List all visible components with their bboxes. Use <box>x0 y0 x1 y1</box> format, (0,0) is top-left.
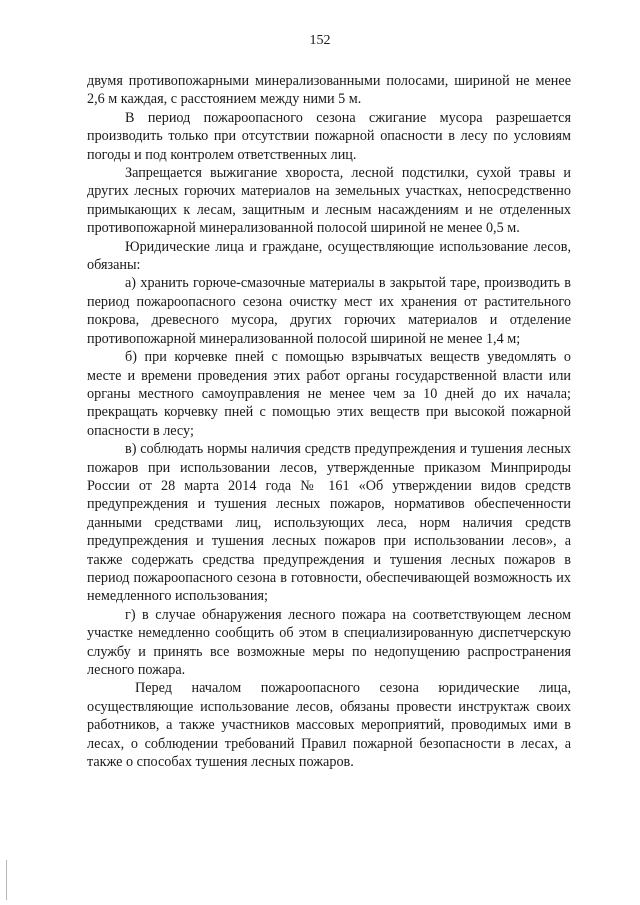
paragraph-continuation: двумя противопожарными минерализованными полосами, шириной не менее 2,6 м каждая, с расстоянием между ними 5 м. <box>87 73 571 108</box>
paragraph-obligations-intro: Юридические лица и граждане, осуществляющие использование лесов, обязаны: <box>87 238 571 274</box>
paragraph-instruction: Перед началом пожароопасного сезона юридические лица, осуществляющие использование лесов, обязаны провести инструктаж своих работников, а также участников массовых мероприятий, проводимых ими в лесах, о соблюдении требований Правил пожарной безопасности в лесах, а также о способах тушения лесных пожаров. <box>87 680 571 771</box>
paragraph-garbage-burning: В период пожароопасного сезона сжигание мусора разрешается производить только при отсутствии пожарной опасности в лесу по условиям погоды и под контролем ответственных лиц. <box>87 109 571 163</box>
scan-edge-mark <box>6 860 7 900</box>
document-body <box>87 72 571 771</box>
paragraph-item-v: в) соблюдать нормы наличия средств предупреждения и тушения лесных пожаров при использовании лесов, утвержденные приказом Минприроды России от 28 марта 2014 года № 161 «Об утверждении видов средств предупреждения и тушения лесных пожаров, нормативов обеспеченности данными средствами лиц, использующих леса, норм наличия средств предупреждения и тушения лесных пожаров при использовании лесов», а также содержать средства предупреждения и тушения лесных пожаров в период пожароопасного сезона в готовности, обеспечивающей возможность их немедленного использования; <box>87 441 571 605</box>
paragraph-item-b: б) при корчевке пней с помощью взрывчатых веществ уведомлять о месте и времени проведения этих работ органы государственной власти или органы местного самоуправления не менее чем за 10 дней до их начала; прекращать корчевку пней с помощью этих веществ при высокой пожарной опасности в лесу; <box>87 349 571 439</box>
page-number: 152 <box>309 33 331 48</box>
paragraph-item-g: г) в случае обнаружения лесного пожара на соответствующем лесном участке немедленно сообщить об этом в специализированную диспетчерскую службу и принять все возможные меры по недопущению распространения лесного пожара. <box>87 606 571 678</box>
paragraph-item-a: а) хранить горюче-смазочные материалы в закрытой таре, производить в период пожароопасного сезона очистку мест их хранения от растительного покрова, древесного мусора, других горючих материалов и отделение противопожарной минерализованной полосой шириной не менее 1,4 м; <box>87 275 571 347</box>
paragraph-burning-prohibition: Запрещается выжигание хвороста, лесной подстилки, сухой травы и других лесных горючих материалов на земельных участках, непосредственно примыкающих к лесам, защитным и лесным насаждениям и не отделенных противопожарной минерализованной полосой шириной не менее 0,5 м. <box>87 165 571 237</box>
